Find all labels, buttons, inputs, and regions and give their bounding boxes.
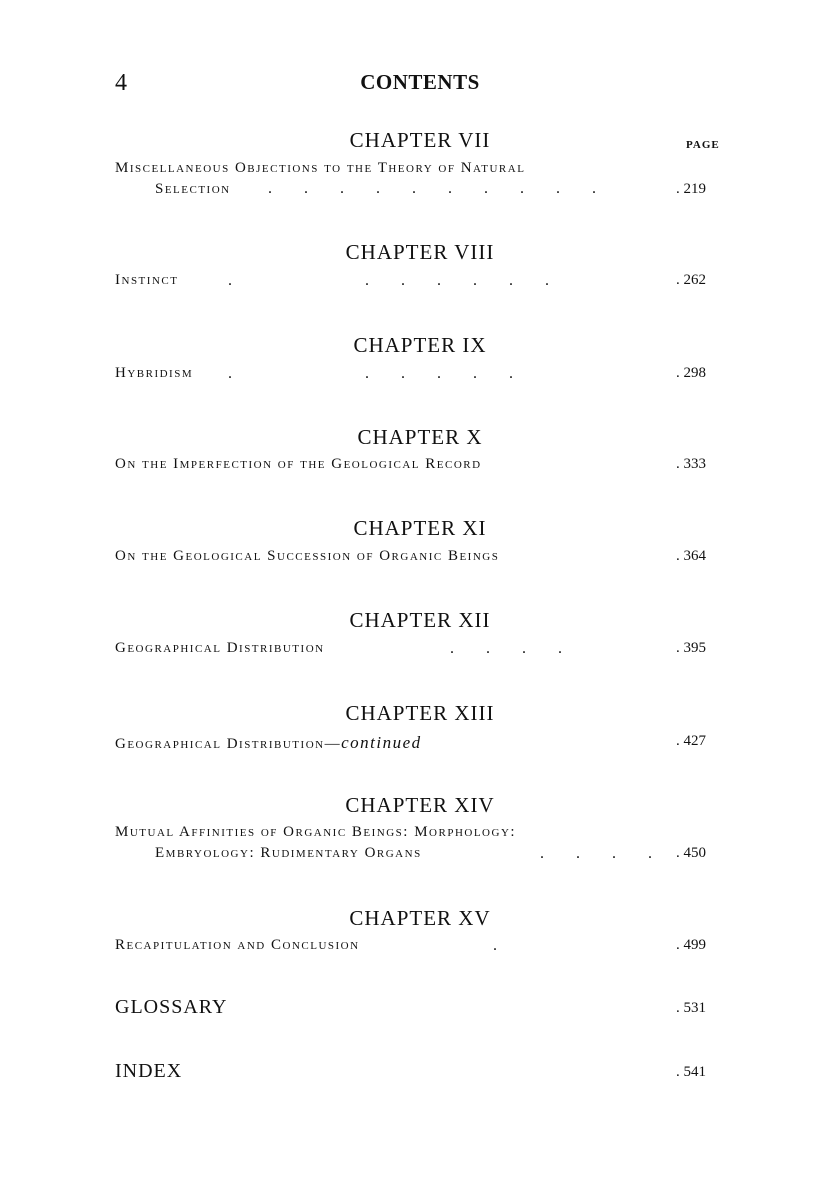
page-number: 4 bbox=[115, 70, 127, 96]
page-ref: . 541 bbox=[676, 1064, 706, 1080]
leader-dots: . . . . bbox=[450, 640, 576, 657]
chapter-heading: CHAPTER VIII bbox=[345, 240, 495, 264]
leader-dots: . . . . . bbox=[365, 365, 527, 382]
page-ref: . 364 bbox=[676, 548, 706, 564]
chapter-title-continued: Embryology: Rudimentary Organs bbox=[155, 845, 422, 861]
leader-dots: . bbox=[493, 937, 511, 954]
page-ref: . 450 bbox=[676, 845, 706, 861]
page-ref: . 395 bbox=[676, 640, 706, 656]
page-ref: . 333 bbox=[676, 456, 706, 472]
chapter-title: Miscellaneous Objections to the Theory of Natural bbox=[115, 160, 526, 176]
page-ref: . 262 bbox=[676, 272, 706, 288]
page-ref: . 499 bbox=[676, 937, 706, 953]
chapter-heading: CHAPTER XIV bbox=[345, 793, 495, 817]
glossary-title: GLOSSARY bbox=[115, 996, 228, 1018]
leader-dots: . . . . . . . . . . bbox=[268, 180, 610, 197]
chapter-title: On the Geological Succession of Organic Beings bbox=[115, 548, 500, 564]
chapter-title: Hybridism bbox=[115, 365, 194, 381]
page-column-label: PAGE bbox=[686, 139, 720, 151]
chapter-title: Mutual Affinities of Organic Beings: Morphology: bbox=[115, 824, 517, 840]
page-ref: . 531 bbox=[676, 1000, 706, 1016]
page-ref: . 298 bbox=[676, 365, 706, 381]
chapter-heading: CHAPTER IX bbox=[353, 333, 487, 357]
leader-dots: . bbox=[228, 365, 246, 382]
chapter-title-italic: continued bbox=[341, 733, 422, 752]
chapter-heading: CHAPTER VII bbox=[349, 128, 491, 152]
chapter-title: On the Imperfection of the Geological Record bbox=[115, 456, 482, 472]
chapter-title bbox=[115, 733, 422, 753]
running-head: CONTENTS bbox=[360, 70, 480, 94]
chapter-title-main: Geographical Distribution— bbox=[115, 736, 342, 752]
leader-dots: . bbox=[228, 272, 246, 289]
chapter-heading: CHAPTER XII bbox=[349, 608, 491, 632]
chapter-title: Recapitulation and Conclusion bbox=[115, 937, 360, 953]
chapter-title: Geographical Distribution bbox=[115, 640, 325, 656]
chapter-heading: CHAPTER XI bbox=[353, 516, 487, 540]
page-ref: . 219 bbox=[676, 181, 706, 197]
index-title: INDEX bbox=[115, 1060, 183, 1082]
chapter-heading: CHAPTER XV bbox=[349, 906, 491, 930]
chapter-heading: CHAPTER XIII bbox=[345, 701, 495, 725]
chapter-title: Instinct bbox=[115, 272, 179, 288]
page-ref: . 427 bbox=[676, 733, 706, 749]
leader-dots: . . . . . . bbox=[365, 272, 563, 289]
chapter-title-continued: Selection bbox=[155, 181, 231, 197]
leader-dots: . . . . bbox=[540, 845, 666, 862]
chapter-heading: CHAPTER X bbox=[357, 425, 483, 449]
